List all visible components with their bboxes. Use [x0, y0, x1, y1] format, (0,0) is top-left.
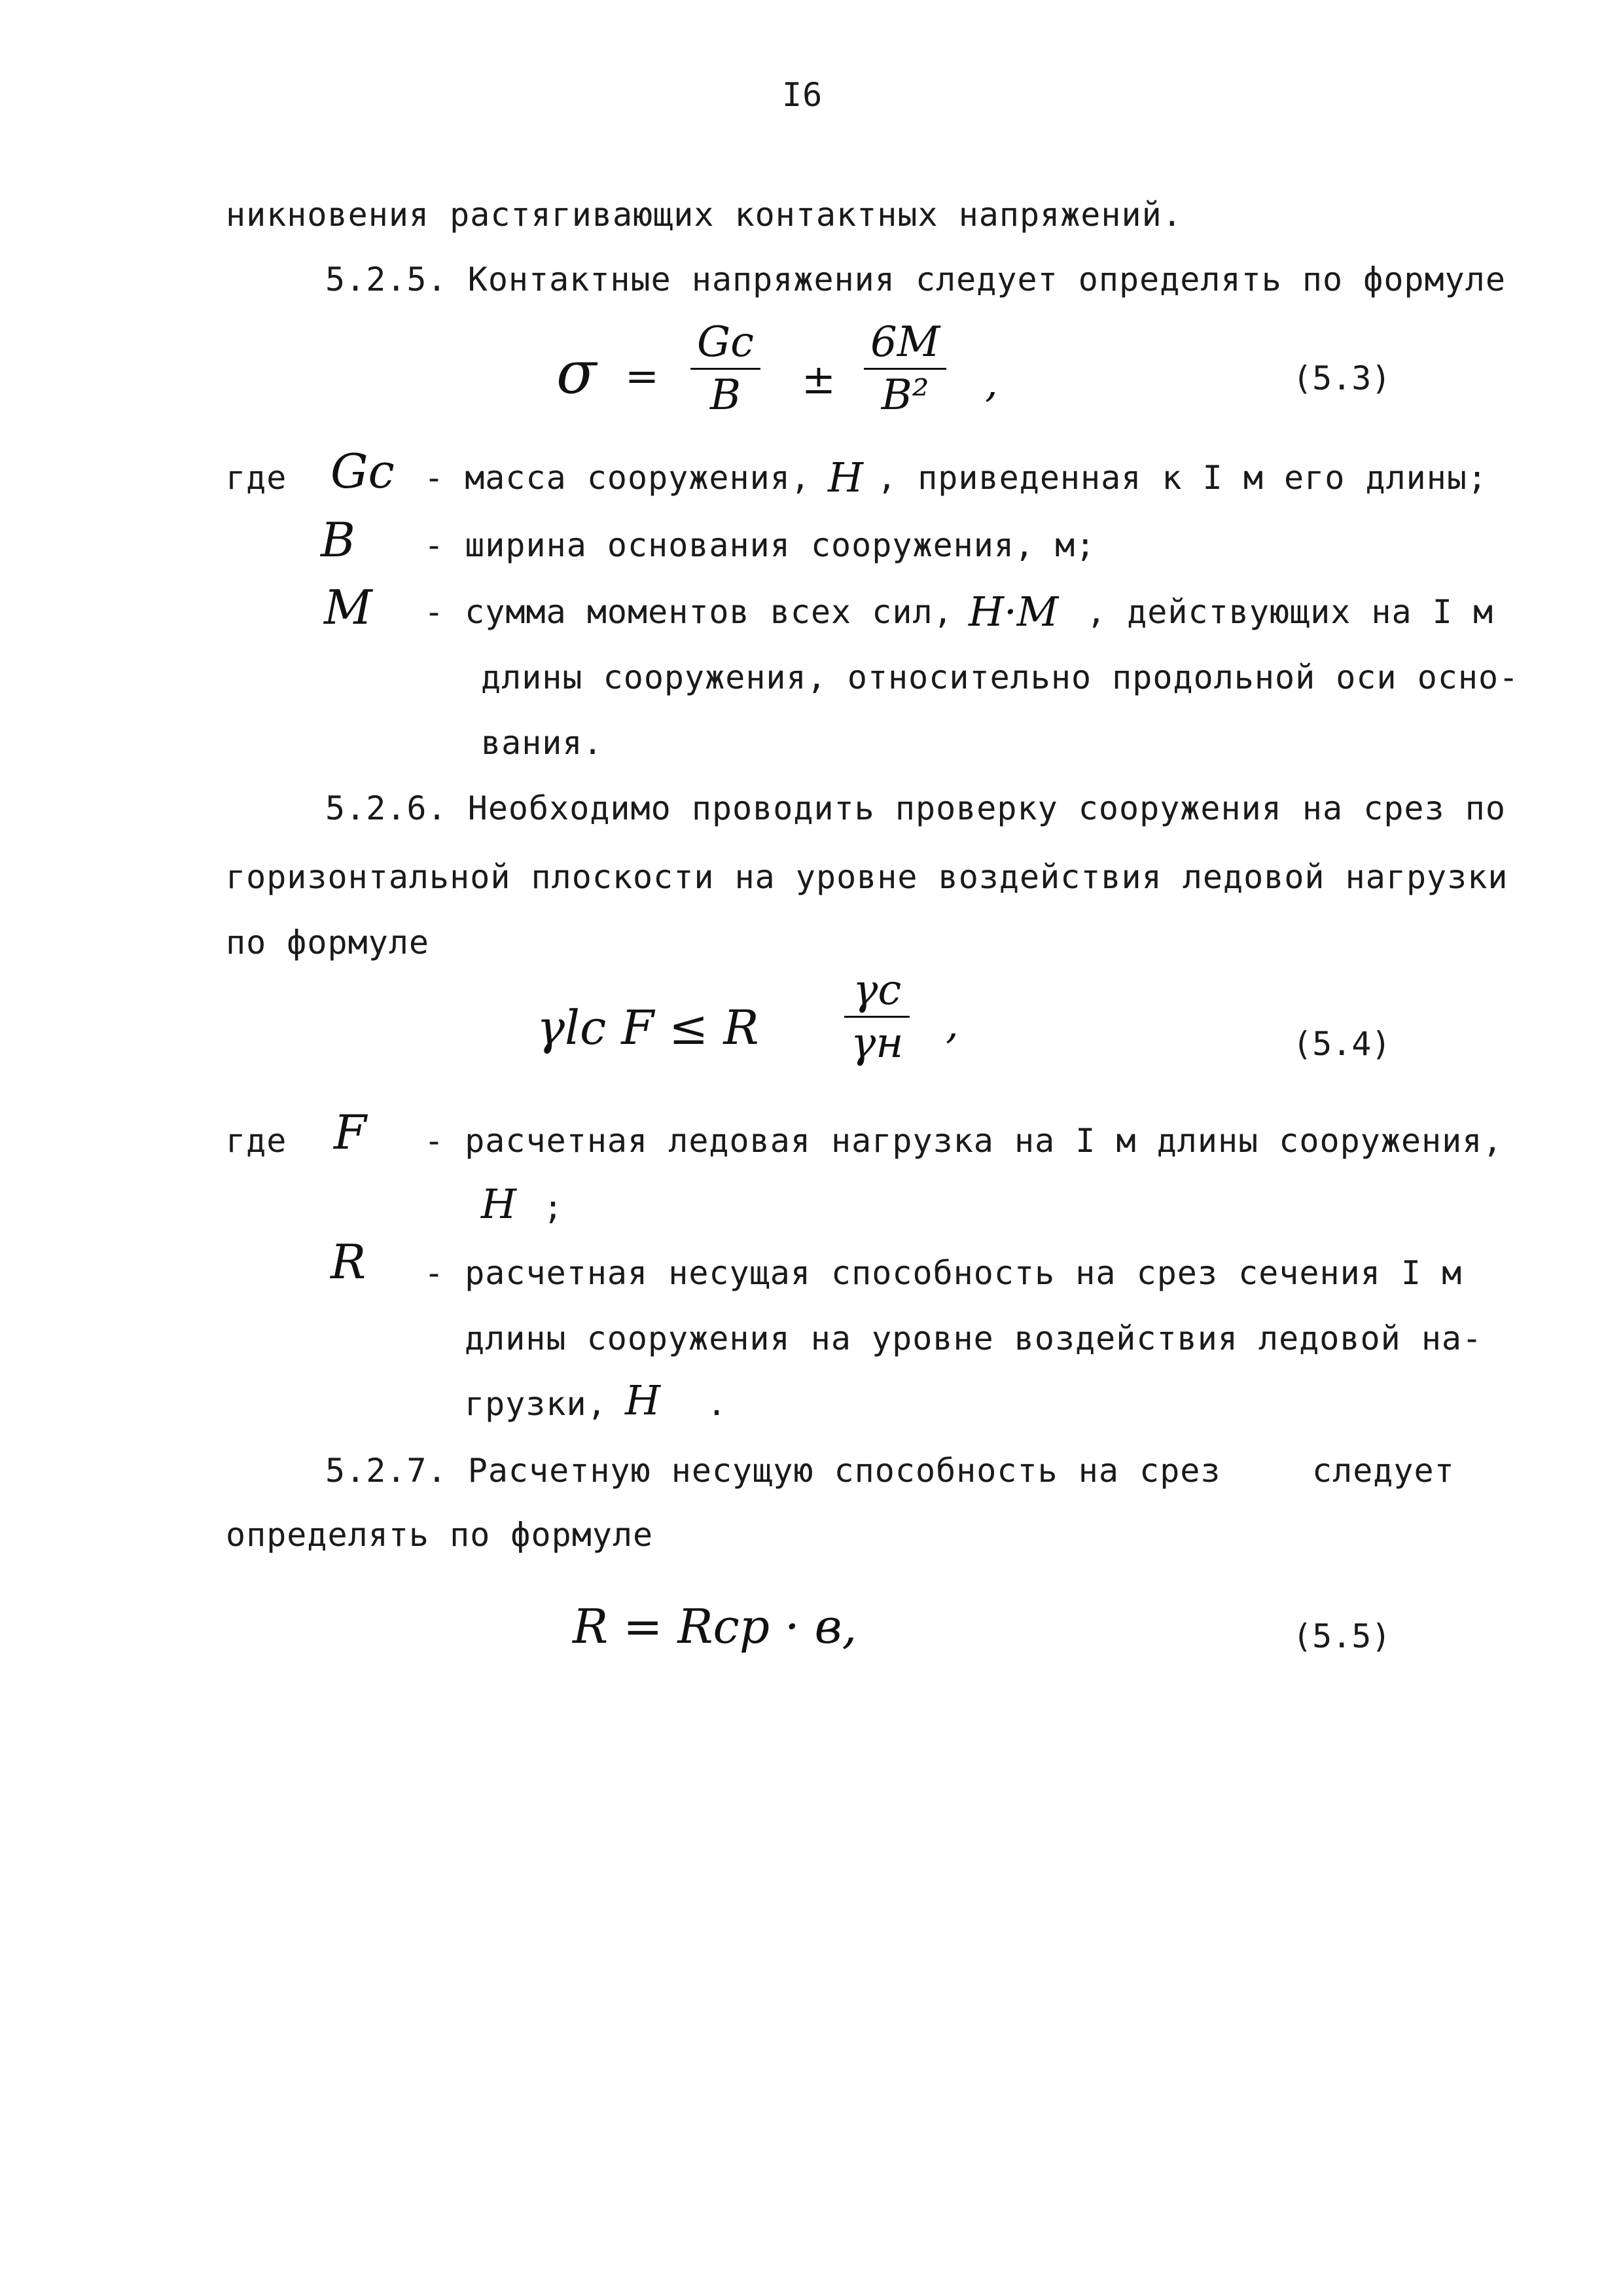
equation-number: (5.3) — [1293, 359, 1391, 397]
definition-text: , приведенная к I м его длины; — [877, 459, 1488, 497]
formula-equals: = — [625, 352, 659, 400]
fraction-bar — [844, 1016, 910, 1018]
symbol-f: F — [334, 1105, 366, 1160]
definition-text: - расчетная несущая способность на срез сечения I м — [424, 1254, 1463, 1292]
definition-text: длины сооружения на уровне воздействия ледовой на- — [465, 1319, 1483, 1357]
unit-h: H — [625, 1376, 661, 1424]
section-5-2-7: 5.2.7. Расчетную несущую способность на срез — [325, 1452, 1221, 1490]
fraction-denominator: B — [709, 371, 741, 420]
fraction-denominator: B² — [881, 371, 929, 420]
formula-sigma: σ — [556, 338, 597, 407]
page-number: I6 — [782, 76, 823, 114]
text-line: определять по формуле — [226, 1516, 654, 1554]
definition-text: - ширина основания сооружения, м; — [424, 526, 1096, 564]
fraction-bar — [690, 368, 760, 370]
equation-number: (5.4) — [1293, 1025, 1391, 1063]
formula-fraction-gc-b — [690, 319, 760, 418]
text-line: по формуле — [226, 924, 430, 961]
definition-text: , действующих на I м — [1086, 593, 1494, 631]
symbol-gc: Gc — [330, 444, 395, 499]
fraction-numerator: γc — [853, 966, 902, 1014]
fraction-bar — [864, 368, 946, 370]
text-line: никновения растягивающих контактных напряжений. — [226, 196, 1183, 234]
symbol-r: R — [330, 1234, 366, 1289]
formula-r-equals: R = Rср · в, — [573, 1599, 857, 1654]
formula-comma: , — [946, 1000, 959, 1048]
definition-text: - сумма моментов всех сил, — [424, 593, 954, 631]
definition-text: вания. — [481, 724, 603, 762]
definition-text: длины сооружения, относительно продольной оси осно- — [481, 658, 1520, 696]
definition-text: - расчетная ледовая нагрузка на I м длины сооружения, — [424, 1122, 1503, 1160]
fraction-numerator: Gc — [697, 318, 754, 367]
section-5-2-5: 5.2.5. Контактные напряжения следует определять по формуле — [325, 260, 1506, 298]
unit-hm: H·M — [969, 588, 1059, 636]
symbol-b: B — [321, 512, 355, 567]
formula-fraction-6m-b2 — [864, 319, 946, 418]
definition-text: грузки, — [465, 1385, 607, 1423]
fraction-denominator: γн — [851, 1019, 904, 1067]
unit-h: H — [481, 1180, 517, 1228]
equation-number: (5.5) — [1293, 1617, 1391, 1655]
where-label: где — [226, 1122, 287, 1160]
symbol-m: M — [324, 580, 372, 635]
definition-text: - масса сооружения, — [424, 459, 811, 497]
text-line: следует — [1312, 1452, 1455, 1490]
formula-fraction-gamma — [844, 967, 910, 1066]
unit-h: H — [828, 454, 864, 501]
where-label: где — [226, 459, 287, 497]
formula-left-side: γlc F ≤ R — [537, 1000, 759, 1055]
text-line: горизонтальной плоскости на уровне воздействия ледовой нагрузки — [226, 858, 1508, 896]
section-5-2-6: 5.2.6. Необходимо проводить проверку сооружения на срез по — [325, 789, 1506, 827]
definition-text: . — [707, 1385, 728, 1423]
formula-comma: , — [985, 359, 998, 406]
definition-text: ; — [543, 1189, 564, 1227]
fraction-numerator: 6M — [870, 318, 940, 367]
formula-plus-minus: ± — [802, 355, 836, 403]
